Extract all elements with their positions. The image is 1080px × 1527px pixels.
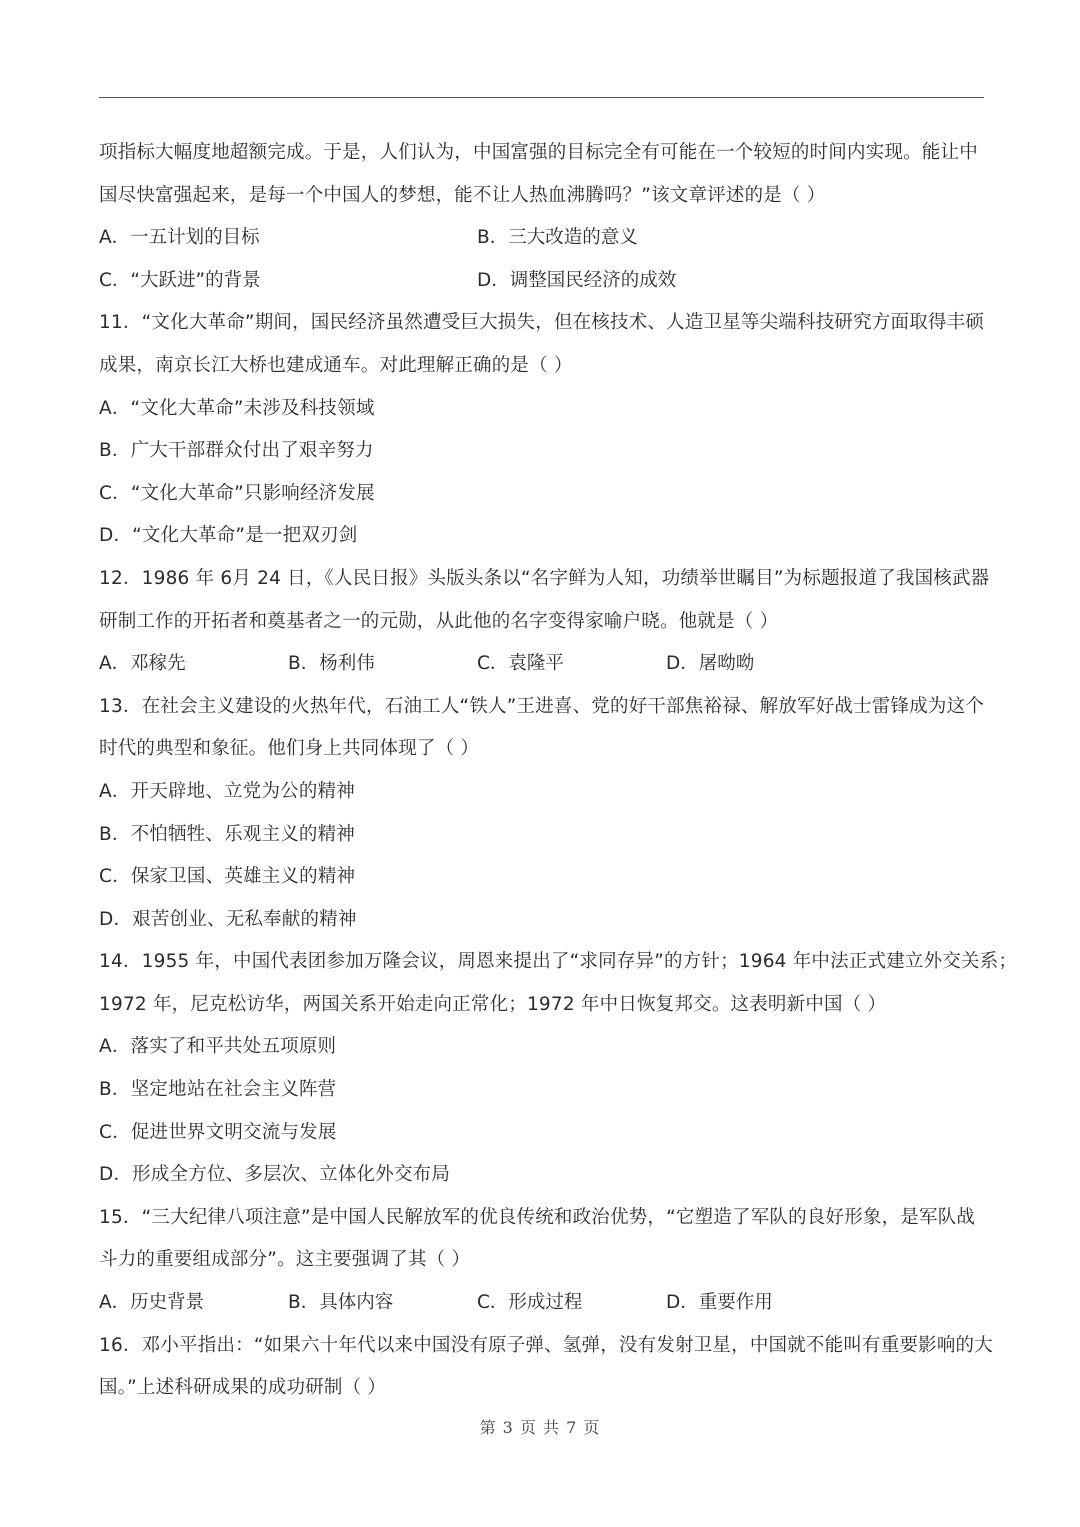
option-a: A．一五计划的目标: [99, 227, 260, 249]
option-d: D．屠呦呦: [666, 653, 755, 675]
question-13: [99, 686, 999, 942]
question-10-continuation: [99, 132, 999, 302]
option-a: A．开天辟地、立党为公的精神: [99, 780, 355, 802]
question-16: [99, 1325, 999, 1410]
option-c: C．保家卫国、英雄主义的精神: [99, 866, 356, 888]
question-text-line: 13．在社会主义建设的火热年代，石油工人“铁人”王进喜、党的好干部焦裕禄、解放军好战士雷锋成为这个: [99, 695, 985, 717]
question-text-line: 国。”上述科研成果的成功研制（ ）: [99, 1377, 387, 1399]
option-c: C．促进世界文明交流与发展: [99, 1121, 337, 1143]
question-text-line: 国尽快富强起来，是每一个中国人的梦想，能不让人热血沸腾吗？”该文章评述的是（ ）: [99, 184, 826, 206]
option-b: B．广大干部群众付出了艰辛努力: [99, 440, 374, 462]
header-rule: [99, 97, 984, 98]
question-text-line: 12．1986 年 6月 24 日，《人民日报》头版头条以“名字鲜为人知，功绩举世瞩目”为标题报道了我国核武器: [99, 567, 990, 589]
question-text-line: 时代的典型和象征。他们身上共同体现了（ ）: [99, 738, 480, 760]
question-15: [99, 1197, 999, 1325]
option-d: D．“文化大革命”是一把双刃剑: [99, 525, 358, 547]
option-a: A．“文化大革命”未涉及科技领域: [99, 397, 375, 419]
option-c: C．“文化大革命”只影响经济发展: [99, 482, 375, 504]
page-number-footer: 第 3 页 共 7 页: [479, 1418, 601, 1437]
option-a: A．邓稼先: [99, 653, 186, 675]
options-row: [99, 217, 999, 260]
question-14: [99, 941, 1018, 1197]
option-d: D．调整国民经济的成效: [477, 269, 677, 291]
option-d: D．重要作用: [666, 1292, 773, 1314]
question-text-line: 16．邓小平指出：“如果六十年代以来中国没有原子弹、氢弹，没有发射卫星，中国就不能叫有重要影响的大: [99, 1334, 993, 1356]
question-text-line: 成果，南京长江大桥也建成通车。对此理解正确的是（ ）: [99, 354, 573, 376]
question-text-line: 11．“文化大革命”期间，国民经济虽然遭受巨大损失，但在核技术、人造卫星等尖端科技研究方面取得丰硕: [99, 312, 985, 334]
option-a: A．落实了和平共处五项原则: [99, 1036, 337, 1058]
option-b: B．杨利伟: [288, 653, 375, 675]
options-row: [99, 260, 999, 303]
option-b: B．不怕牺牲、乐观主义的精神: [99, 823, 355, 845]
option-d: D．艰苦创业、无私奉献的精神: [99, 908, 357, 930]
option-b: B．坚定地站在社会主义阵营: [99, 1079, 337, 1101]
option-d: D．形成全方位、多层次、立体化外交布局: [99, 1164, 451, 1186]
option-c: C．“大跃进”的背景: [99, 269, 261, 291]
question-text-line: 研制工作的开拓者和奠基者之一的元勋，从此他的名字变得家喻户晓。他就是（ ）: [99, 610, 779, 632]
question-12: [99, 558, 999, 686]
exam-page-content: [99, 132, 1018, 1410]
options-row: [99, 643, 999, 686]
question-text-line: 斗力的重要组成部分”。这主要强调了其（ ）: [99, 1249, 471, 1271]
question-text-line: 项指标大幅度地超额完成。于是，人们认为，中国富强的目标完全有可能在一个较短的时间内实现。能让中: [99, 142, 978, 163]
question-text-line: 14．1955 年，中国代表团参加万隆会议，周恩来提出了“求同存异”的方针；1964 年中法正式建立外交关系；: [99, 951, 1018, 973]
question-text-line: 15．“三大纪律八项注意”是中国人民解放军的优良传统和政治优势，“它塑造了军队的良好形象，是军队战: [99, 1206, 976, 1228]
option-b: B．具体内容: [288, 1292, 394, 1314]
option-b: B．三大改造的意义: [477, 227, 638, 249]
options-row: [99, 1282, 999, 1325]
question-11: [99, 302, 999, 558]
option-a: A．历史背景: [99, 1292, 205, 1314]
question-text-line: 1972 年，尼克松访华，两国关系开始走向正常化；1972 年中日恢复邦交。这表明新中国（ ）: [99, 993, 887, 1015]
option-c: C．形成过程: [477, 1292, 583, 1314]
option-c: C．袁隆平: [477, 653, 564, 675]
